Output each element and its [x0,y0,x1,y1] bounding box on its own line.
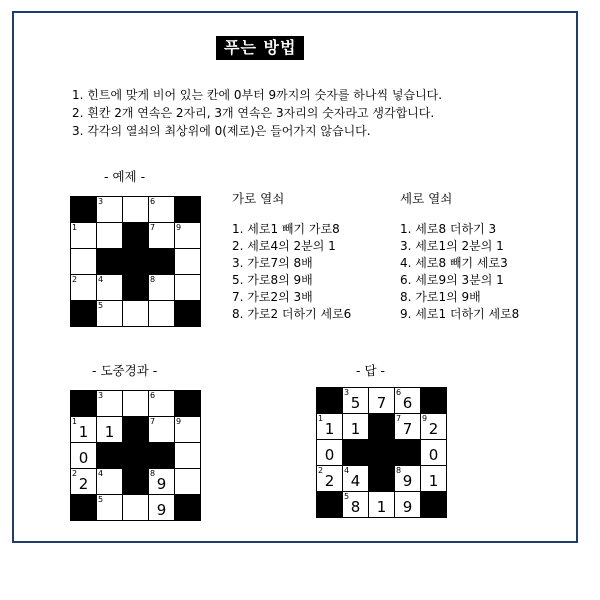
clue-number: 3 [344,388,350,397]
black-cell [369,414,394,439]
grid-cell [175,249,200,274]
clue-number: 8 [150,469,156,478]
black-cell [175,301,200,326]
cell-digit: 7 [376,394,387,412]
grid-cell [97,223,122,248]
grid-cell [421,414,446,439]
across-clue: 3. 가로7의 8배 [232,256,313,270]
black-cell [149,443,174,468]
black-cell [123,469,148,494]
black-cell [71,495,96,520]
clue-number: 6 [150,197,156,206]
grid-cell [175,223,200,248]
clue-number: 1 [72,223,78,232]
grid-cell [149,391,174,416]
black-cell [123,249,148,274]
black-cell [175,495,200,520]
black-cell [97,443,122,468]
clue-number: 1 [72,417,78,426]
grid-cell [343,492,368,517]
black-cell [421,388,446,413]
clue-number: 9 [176,223,182,232]
cell-digit: 1 [376,498,387,516]
cell-digit: 8 [350,498,361,516]
clue-number: 6 [396,388,402,397]
grid-cell [149,223,174,248]
black-cell [317,388,342,413]
cell-digit: 2 [324,472,335,490]
grid-cell [71,469,96,494]
rule-2: 2. 흰칸 2개 연속은 2자리, 3개 연속은 3자리의 숫자라고 생각합니다. [72,106,435,120]
grid-cell [395,492,420,517]
clue-number: 5 [98,301,104,310]
rule-1: 1. 힌트에 맞게 비어 있는 칸에 0부터 9까지의 숫자를 하나씩 넣습니다. [72,88,443,102]
clue-number: 8 [396,466,402,475]
clue-number: 8 [150,275,156,284]
grid-cell [317,440,342,465]
across-clue: 1. 세로1 빼기 가로8 [232,222,340,236]
across-clue: 8. 가로2 더하기 세로6 [232,307,352,321]
grid-cell [343,388,368,413]
clue-number: 9 [422,414,428,423]
cell-digit: 1 [428,472,439,490]
example-grid [70,196,201,327]
across-clues [232,190,351,323]
black-cell [123,417,148,442]
down-clue: 3. 세로1의 2분의 1 [400,239,504,253]
grid-cell [97,301,122,326]
page-title: 푸는 방법 [216,36,304,60]
clue-number: 2 [72,275,78,284]
clue-number: 3 [98,391,104,400]
grid-cell [421,440,446,465]
example-label: - 예제 - [104,169,146,184]
answer-grid [316,387,447,518]
grid-cell [123,301,148,326]
clue-number: 7 [150,417,156,426]
grid-cell [71,223,96,248]
grid-cell [317,414,342,439]
clue-number: 1 [318,414,324,423]
black-cell [369,440,394,465]
black-cell [71,197,96,222]
down-heading: 세로 열쇠 [400,191,453,206]
clue-number: 2 [72,469,78,478]
grid-cell [343,414,368,439]
black-cell [317,492,342,517]
clue-number: 7 [150,223,156,232]
down-clue: 9. 세로1 더하기 세로8 [400,307,520,321]
clue-number: 7 [396,414,402,423]
cell-digit: 1 [350,420,361,438]
cell-digit: 0 [78,449,89,467]
black-cell [123,275,148,300]
across-clue: 5. 가로8의 9배 [232,273,313,287]
cell-digit: 5 [350,394,361,412]
grid-cell [97,495,122,520]
progress-label: - 도중경과 - [92,363,158,378]
black-cell [97,249,122,274]
grid-cell [369,492,394,517]
down-clue: 8. 가로1의 9배 [400,290,481,304]
cell-digit: 9 [156,475,167,493]
black-cell [71,391,96,416]
black-cell [149,249,174,274]
grid-cell [149,469,174,494]
grid-cell [175,417,200,442]
grid-cell [71,249,96,274]
clue-number: 2 [318,466,324,475]
grid-cell [149,275,174,300]
grid-cell [369,388,394,413]
across-heading: 가로 열쇠 [232,191,285,206]
black-cell [369,466,394,491]
clue-number: 4 [98,275,104,284]
clue-number: 5 [98,495,104,504]
grid-cell [123,391,148,416]
down-clue: 6. 세로9의 3분의 1 [400,273,504,287]
grid-cell [97,469,122,494]
cell-digit: 9 [402,472,413,490]
black-cell [395,440,420,465]
black-cell [175,391,200,416]
grid-cell [71,417,96,442]
grid-cell [149,495,174,520]
cell-digit: 0 [428,446,439,464]
cell-digit: 6 [402,394,413,412]
black-cell [71,301,96,326]
black-cell [175,197,200,222]
black-cell [123,223,148,248]
progress-grid [70,390,201,521]
black-cell [421,492,446,517]
grid-cell [71,275,96,300]
clue-number: 6 [150,391,156,400]
answer-label: - 답 - [356,363,386,378]
cell-digit: 2 [428,420,439,438]
grid-cell [123,495,148,520]
clue-number: 9 [176,417,182,426]
grid-cell [395,466,420,491]
grid-cell [97,197,122,222]
grid-cell [395,414,420,439]
cell-digit: 1 [104,423,115,441]
across-clue: 2. 세로4의 2분의 1 [232,239,336,253]
grid-cell [97,417,122,442]
across-clue: 7. 가로2의 3배 [232,290,313,304]
grid-cell [175,469,200,494]
grid-cell [343,466,368,491]
grid-cell [395,388,420,413]
clue-number: 3 [98,197,104,206]
black-cell [123,443,148,468]
grid-cell [71,443,96,468]
grid-cell [97,391,122,416]
cell-digit: 9 [402,498,413,516]
grid-cell [123,197,148,222]
grid-cell [175,443,200,468]
down-clue: 4. 세로8 빼기 세로3 [400,256,508,270]
grid-cell [421,466,446,491]
rule-3: 3. 각각의 열쇠의 최상위에 0(제로)은 들어가지 않습니다. [72,124,371,138]
grid-cell [97,275,122,300]
grid-cell [175,275,200,300]
clue-number: 4 [344,466,350,475]
cell-digit: 2 [78,475,89,493]
cell-digit: 9 [156,501,167,519]
down-clues [400,190,519,323]
grid-cell [149,417,174,442]
cell-digit: 4 [350,472,361,490]
grid-cell [317,466,342,491]
cell-digit: 1 [78,423,89,441]
cell-digit: 1 [324,420,335,438]
down-clue: 1. 세로8 더하기 3 [400,222,497,236]
clue-number: 4 [98,469,104,478]
clue-number: 5 [344,492,350,501]
grid-cell [149,197,174,222]
black-cell [343,440,368,465]
cell-digit: 0 [324,446,335,464]
cell-digit: 7 [402,420,413,438]
grid-cell [149,301,174,326]
